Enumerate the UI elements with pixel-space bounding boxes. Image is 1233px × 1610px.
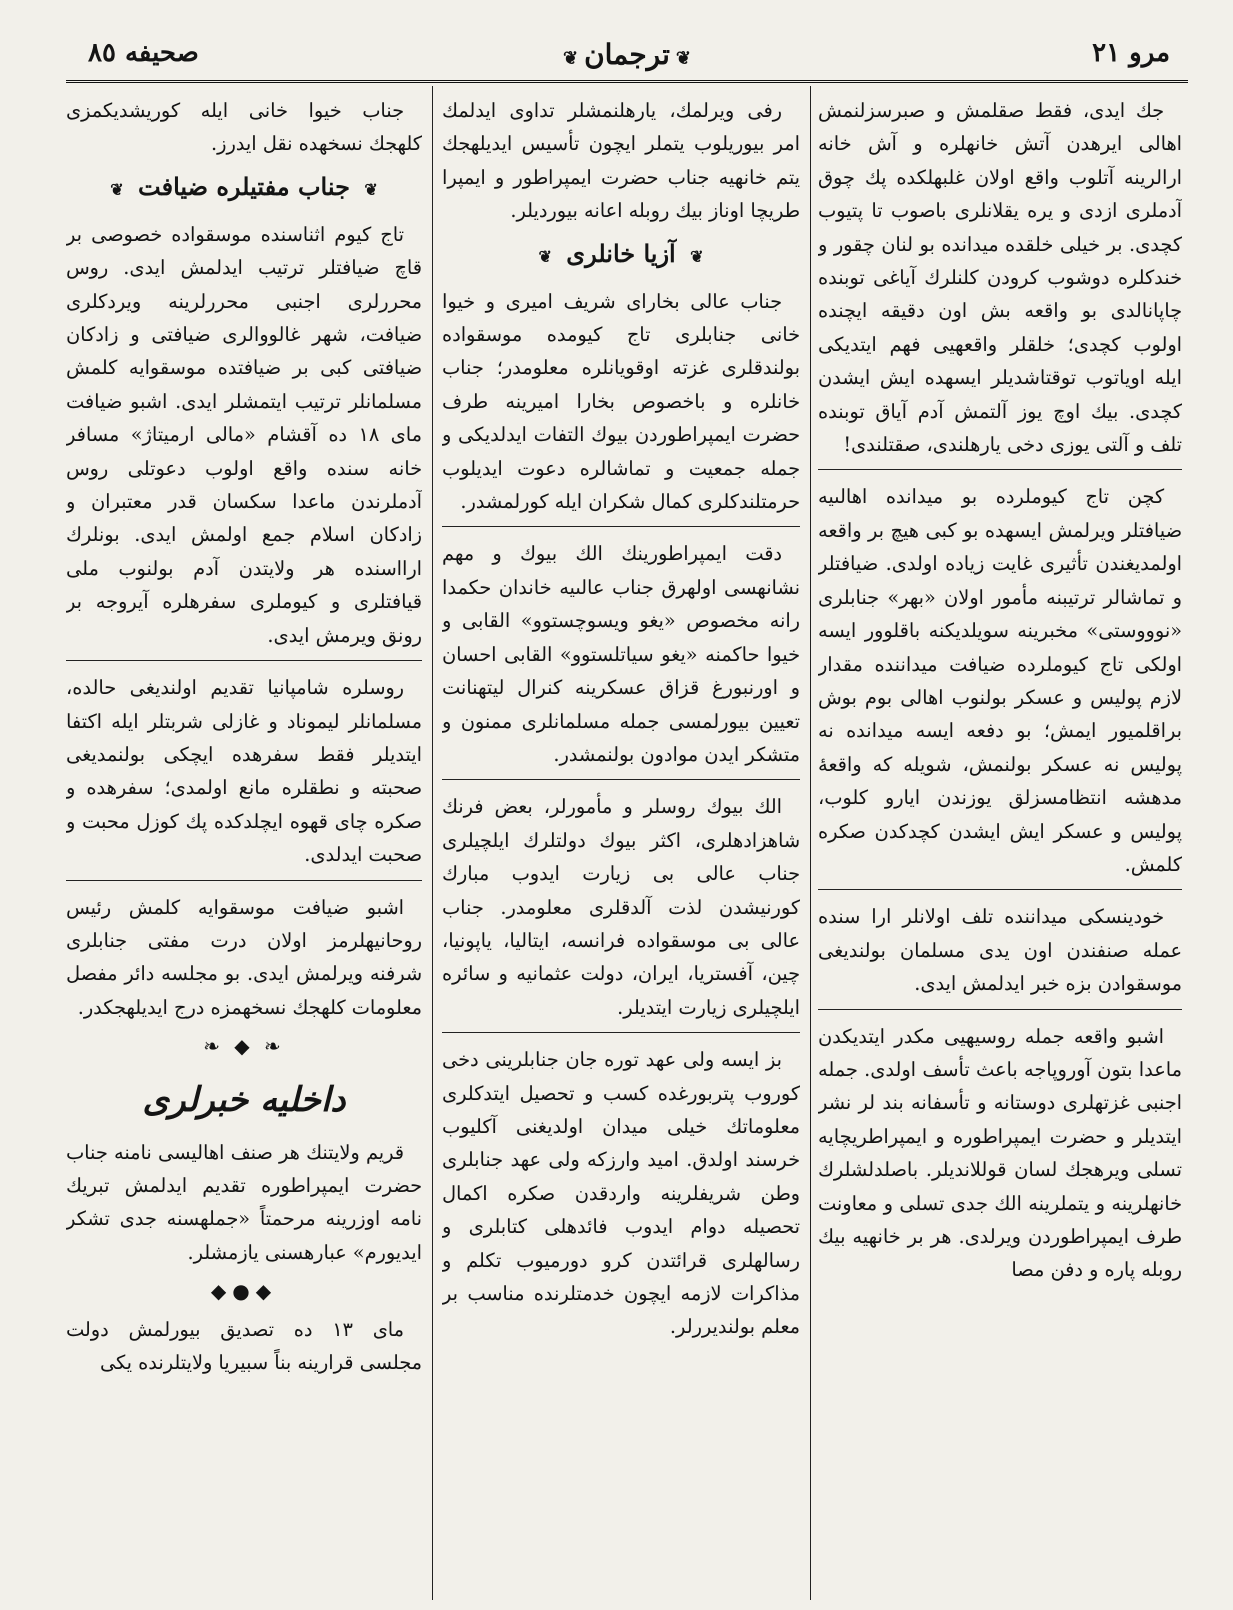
paragraph-rule (818, 889, 1182, 890)
section-divider-icon: ❧ ◆ ❧ (203, 1034, 285, 1059)
section-heading (66, 167, 422, 210)
header-rule (66, 80, 1188, 83)
ornament-icon: ❦ (364, 179, 378, 199)
column-middle (442, 94, 800, 1594)
article-paragraph: اشبو ضيافت موسقوايه كلمش رئيس روحانيهلرمز اولان درت مفتى جنابلرى شرفنه ويرلمش ايدى. بو مجلسه دائر مفصل معلومات كلهجك نسخهمزه درج ايديلهجكدر. (66, 895, 422, 1019)
article-paragraph: روسلره شامپانيا تقديم اولنديغى حالده، مسلمانلر ليموناد و غازلى شربتلر ايله اكتفا ايتديلر فقط سفرهده ايچكى بولنمديغى صحبته و نطقلره مانع اولمدى؛ سفرهده و صكره چاى قهوه ايچلدكده پك كوزل محبت و صحبت ايدلدى. (66, 676, 422, 867)
page-header (66, 30, 1188, 82)
ornament-icon: ❦ (690, 246, 704, 266)
article-paragraph: ماى ١٣ ده تصديق بيورلمش دولت مجلسى قرارينه بناً سبيريا ولايتلرنده يكى (66, 1317, 422, 1374)
section-heading (442, 234, 800, 277)
article-paragraph: تاج كيوم اثناسنده موسقواده خصوصى بر قاچ ضيافتلر ترتيب ايدلمش ايدى. روس محررلرى اجنبى محررلرينه ويردكلرى ضيافت، شهر غالووالرى ضيافتى و زادكان ضيافتى كبى بر ضيافتده موسقوايه كلمش مسلمانلر ترتيب ايتمشلر ايدى. اشبو ضيافت ماى ١٨ ده آقشام «مالى ارميتاژ» مسافر خانه سنده واقع اولوب دعوتلى روس آدملرندن ماعدا سكسان قدر معتبران و زادكان اسلام جمع اولمش ايدى. بونلرك ارااسنده هر ولايتدن آدم بولنوب ملى قيافتلرى و كيوملرى سفرهلره آيروجه بر رونق ويرمش ايدى. (66, 222, 422, 647)
page-number: صحيفه ٨٥ (88, 38, 199, 68)
column-divider (810, 86, 811, 1600)
paragraph-rule (66, 660, 422, 661)
ornament-icon: ❦ (538, 246, 552, 266)
article-paragraph: جك ايدى، فقط صقلمش و صبرسزلنمش اهالى ايرهدن آتش خانهلره و آش خانه ارالرينه آتلوب واقع اولان غلبهلكده پك چوق آدملرى ازدى و يره يقلانلرى باصوب تا پتيوب كچدى. بر خيلى خلقده ميدانده بو لنان چقور و خندكلره دوشوب كرودن كلنلرك آياغى توبنده چاپانالدى بو واقعه بش اون دقيقه ايچنده اولوب كچدى؛ خلقلر واقعهيى فهم ايتديكى ايله اوياتوب توقتاشديلر ايسهده ايش ايشدن كچدى. بيك اوچ يوز آلتمش آدم آياق توبنده تلف و آلتى يوزى دخى يارهلندى، صقتلندى! (818, 99, 1182, 457)
dots-divider-icon: ◆●◆ (210, 1279, 278, 1304)
heading-text: آزيا خانلرى (566, 238, 676, 268)
ornament-icon: ❦ (110, 179, 124, 199)
ornament-icon: ❦ (675, 48, 692, 69)
section-heading-large: داخليه خبرلرى (142, 1079, 346, 1120)
article-paragraph: رفى ويرلمك، يارهلنمشلر تداوى ايدلمك امر بيوريلوب يتملر ايچون تأسيس ايديلهجك يتم خانهيه جناب حضرت ايمپراطور و ايمپرا طريچا اوناز بيك روبله اعانه بيورديلر. (442, 99, 800, 223)
article-paragraph: دقت ايمپراطورينك الك بيوك و مهم نشانهسى اولهرق جناب عالىيه خاندان حكمدا رانه مخصوص «يغو ويسوچستوو» القابى و خيوا حاكمنه «يغو سياتلستوو» القابى احسان و اورنبورغ قزاق عسكرينه كنرال ليتهنانت تعيين بيورلمسى جمله مسلمانلرى ممنون و متشكر ايدن موادون بولنمشدر. (442, 542, 800, 766)
heading-text: جناب مفتيلره ضيافت (138, 171, 350, 201)
article-paragraph: بز ايسه ولى عهد توره جان جنابلرينى دخى كوروب پتربورغده كسب و تحصيل ايتدكلرى معلوماتك خيلى ميدان اولديغنى آكليوب خرسند اولدق. اميد وارزكه ولى عهد جنابلرى وطن شريفلرينه واردقدن صكره اكمال تحصيله دوام ايدوب فائدهلى كتابلرى و رسالهلرى قرائتدن كرو دورميوب تكلم و مذاكرات لازمه ايچون خدمتلرنده مناسب بر معلم بولنديررلر. (442, 1048, 800, 1339)
article-paragraph: الك بيوك روسلر و مأمورلر، بعض فرنك شاهزادهلرى، اكثر بيوك دولتلرك ايلچيلرى جناب عالى بى زيارت ايدوب مبارك كورنيشدن لذت آلدقلرى معلومدر. جناب عالى بى موسقواده فرانسه، ايتاليا، ياپونيا، چين، آفستريا، ايران، دولت عثمانيه و سائره ايلچيلرى زيارت ايتديلر. (442, 795, 800, 1019)
ornament-icon: ❦ (562, 48, 579, 69)
article-paragraph: خودينسكى ميداننده تلف اولانلر ارا سنده عمله صنفندن اون يدى مسلمان بولنديغى موسقوادن بزه خبر ايدلمش ايدى. (818, 905, 1182, 996)
issue-number: مرو ٢١ (1092, 38, 1170, 68)
article-paragraph: جناب عالى بخاراى شريف اميرى و خيوا خانى جنابلرى تاج كيومده موسقواده بولندقلرى غزته اوقويانلره معلومدر؛ جناب خانلره و باخصوص بخارا اميرينه طرف حضرت ايمپراطوردن بيوك التفات ايدلديكى و جمله جمعيت و تماشالره دعوت ايديلوب حرمتلندكلرى كمال شكران ايله كورلمشدر. (442, 289, 800, 514)
masthead-text: ترجمان (584, 38, 670, 71)
paragraph-rule (442, 779, 800, 780)
paragraph-rule (442, 1032, 800, 1033)
paragraph-rule (818, 469, 1182, 470)
column-divider (432, 86, 433, 1600)
column-right (818, 94, 1182, 1594)
masthead-title (557, 38, 697, 71)
article-paragraph: جناب خيوا خانى ايله كوريشديكمزى كلهجك نسخهده نقل ايدرز. (66, 99, 422, 156)
column-left (66, 94, 422, 1594)
article-paragraph: اشبو واقعه جمله روسيهيى مكدر ايتديكدن ماعدا بتون آوروپاجه باعث تأسف اولدى. جمله اجنبى غزتهلرى دوستانه و تأسفانه بند لر نشر ايتديلر و حضرت ايمپراطوره و ايمپراطريچايه تسلى ويرهجك لسان قوللانديلر. باصلدلشلرك خانهلرينه و يتملرينه الك جدى تسلى و معاونت طرف ايمپراطوردن ويرلدى. هر بر خانهيه بيك روبله پاره و دفن مصا (818, 1024, 1182, 1282)
paragraph-rule (818, 1009, 1182, 1010)
paragraph-rule (66, 880, 422, 881)
article-paragraph: قريم ولايتنك هر صنف اهاليسى نامنه جناب حضرت ايمپراطوره تقديم ايدلمش تبريك نامه اوزرينه مرحمتاً «جملهسنه جدى تشكر ايديورم» عبارهسنى يازمشلر. (66, 1140, 422, 1264)
article-paragraph: كچن تاج كيوملرده بو ميدانده اهالىيه ضيافتلر ويرلمش ايسهده بو كبى هيچ بر واقعه اولمديغندن تأثيرى غايت زياده اولدى. ضيافتلر و تماشالر ترتيبنه مأمور اولان «بهر» جنابلرى «نوووستى» مخبرينه سويلديكنه باقلوور ايسه اولكى تاج كيوملرده ضيافت ميداننده مقدار لازم پوليس و عسكر بولنوب اهالى بوم بوش براقلميور ايمش؛ بو دفعه ايسه ميدانده نه پوليس نه عسكر بولنمش، شويله كه واقعهٔ مدهشه انتظامسزلق يوزندن ايارو كلوب، پوليس و عسكر ايش ايشدن كچدكدن صكره كلمش. (818, 485, 1182, 876)
paragraph-rule (442, 526, 800, 527)
